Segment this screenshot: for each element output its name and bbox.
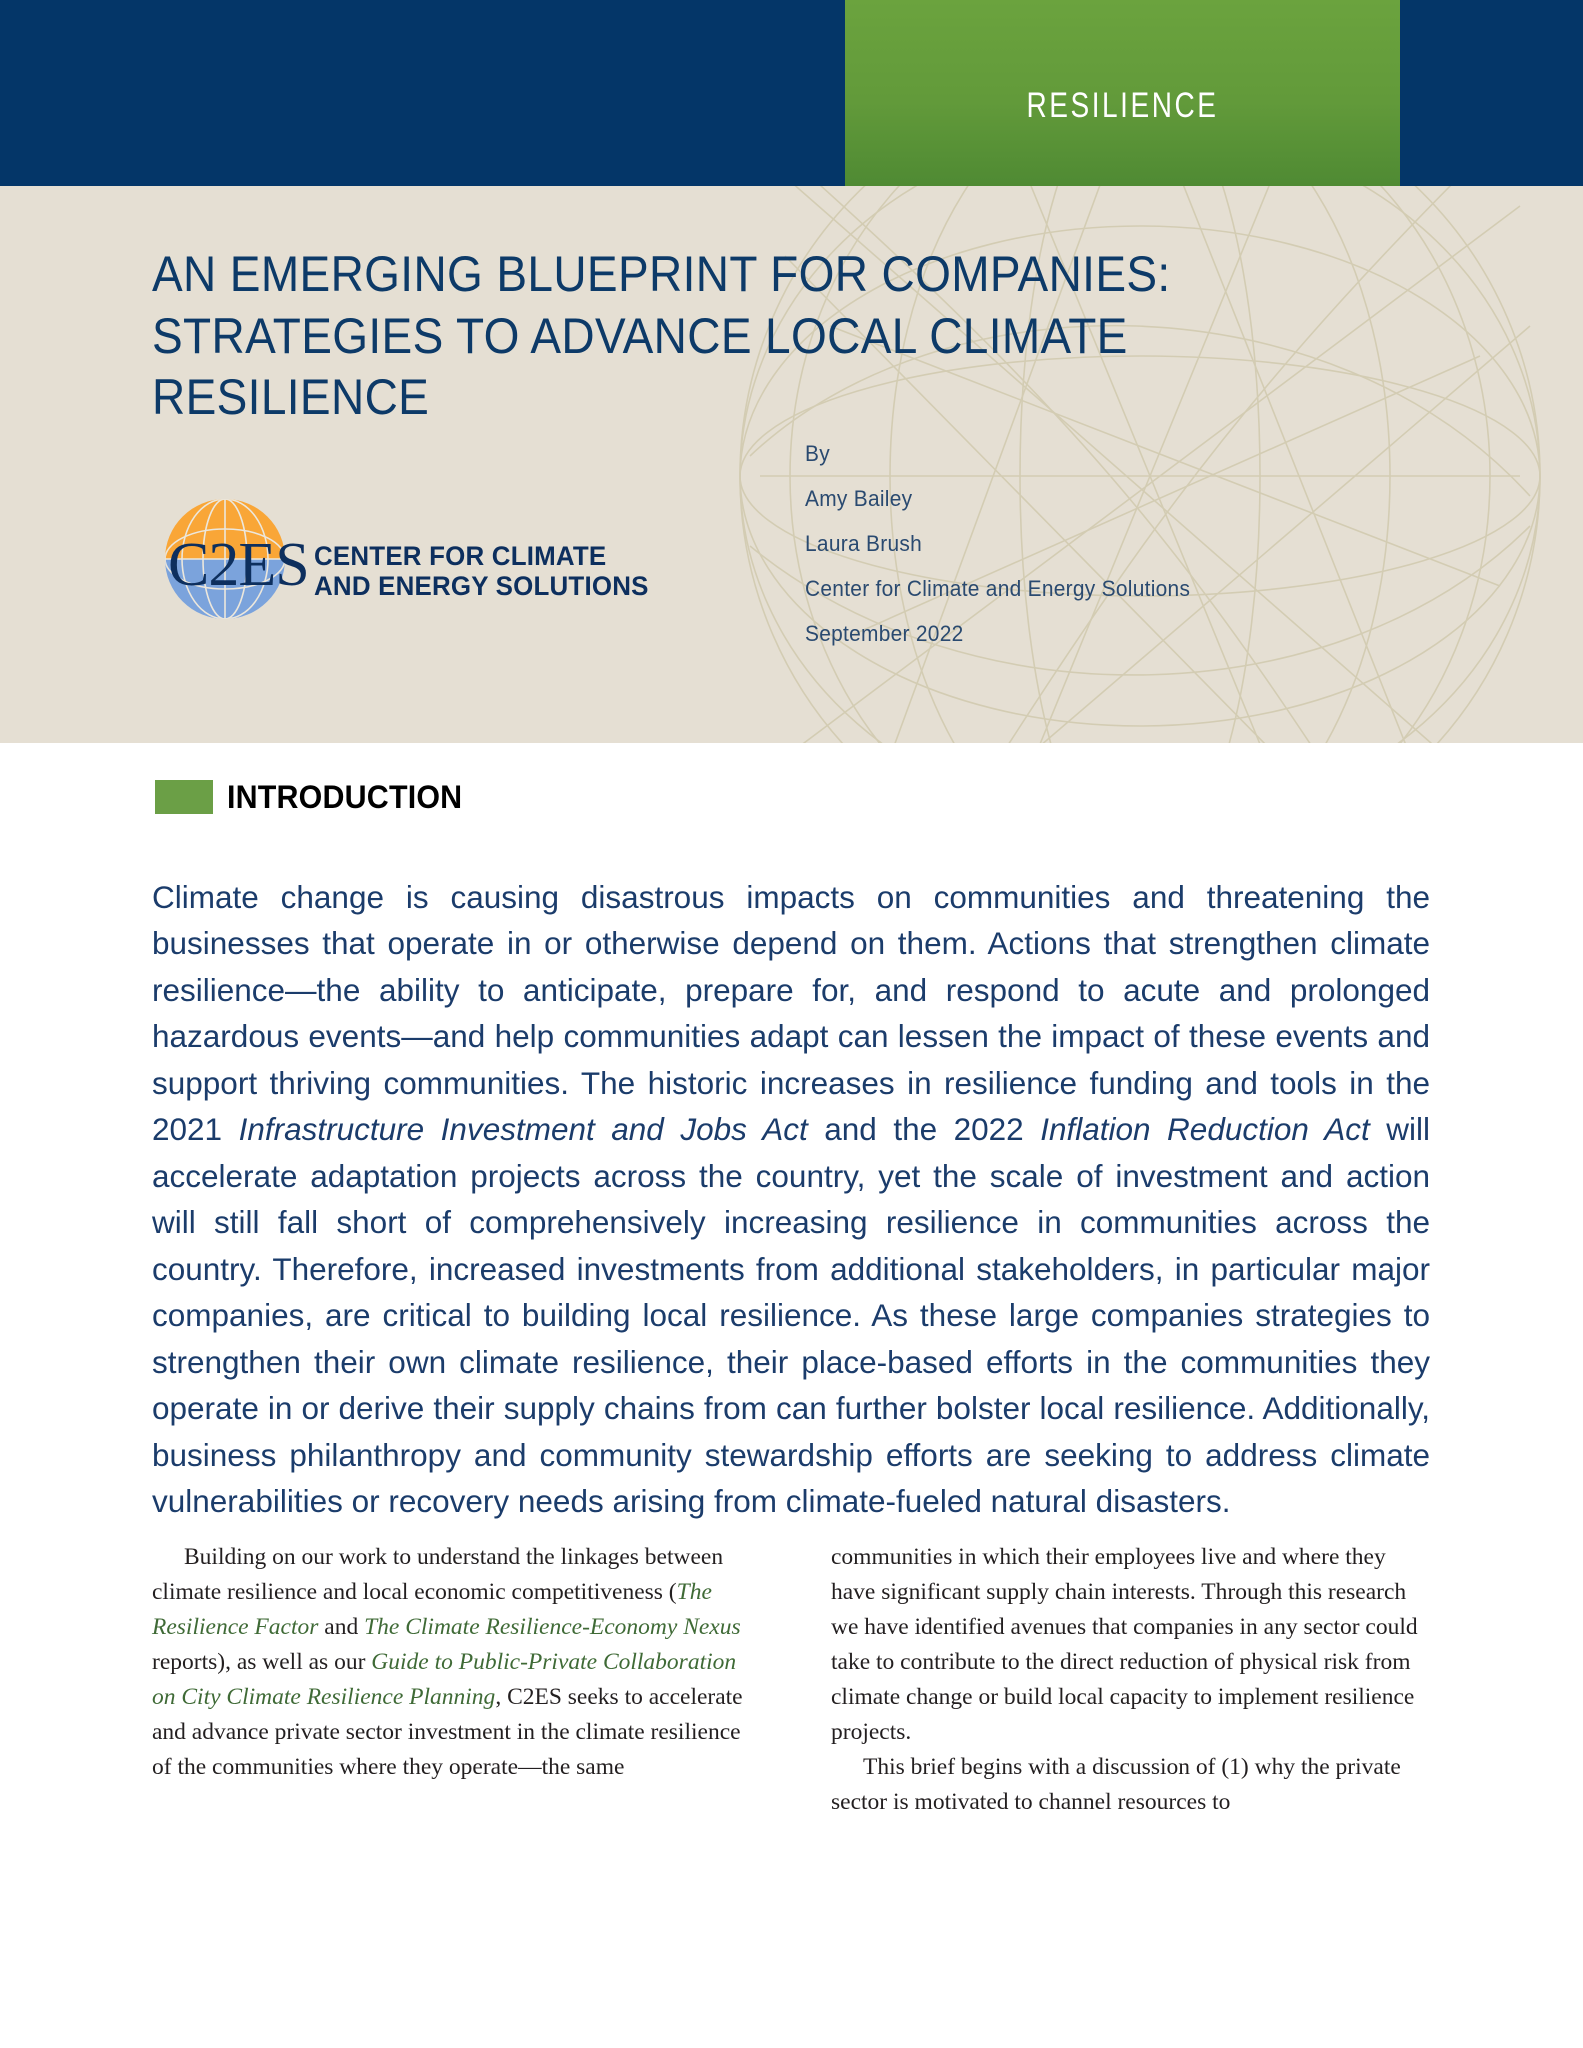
left-text-c: reports), as well as our bbox=[152, 1649, 372, 1675]
byline-by-label: By bbox=[805, 441, 830, 466]
byline-date: September 2022 bbox=[805, 621, 964, 646]
logo-wordmark: C2ES bbox=[168, 531, 309, 599]
two-column-body bbox=[152, 1540, 1432, 1820]
link-resilience-factor[interactable]: The Resilience Factor bbox=[152, 1579, 712, 1640]
byline-organization: Center for Climate and Energy Solutions bbox=[805, 576, 1191, 601]
intro-text-part-2: and the 2022 bbox=[807, 1111, 1041, 1147]
c2es-logo bbox=[152, 506, 672, 626]
logo-tagline bbox=[314, 541, 649, 601]
link-guide-public-private-collaboration[interactable]: Guide to Public-Private Collaboration on City Climate Resilience Planning bbox=[152, 1649, 737, 1710]
left-text-a: Building on our work to understand the linkages between climate resilience and local economic competitiveness ( bbox=[152, 1544, 724, 1605]
header-band bbox=[0, 0, 1583, 186]
left-column bbox=[152, 1540, 753, 1820]
byline-block bbox=[805, 431, 1425, 656]
byline-author-2: Laura Brush bbox=[805, 531, 922, 556]
intro-text-part-1: Climate change is causing disastrous impacts on communities and threatening the businesses that operate in or otherwise depend on them. Actions that strengthen climate resilience—the ability to anticipate, prepare for, and respond to acute and prolonged hazardous events—and help communities adapt can lessen the impact of these events and support thriving communities. The historic increases in resilience funding and tools in the 2021 bbox=[152, 878, 1430, 1147]
logo-tagline-line1: CENTER FOR CLIMATE bbox=[314, 541, 607, 571]
right-column-paragraph-2: This brief begins with a discussion of (1) why the private sector is motivated to channel resources to bbox=[831, 1754, 1401, 1815]
introduction-heading bbox=[155, 778, 475, 816]
intro-italic-act-2: Inflation Reduction Act bbox=[1040, 1111, 1370, 1147]
category-label: RESILIENCE bbox=[1026, 86, 1219, 125]
left-text-b: and bbox=[318, 1614, 365, 1640]
cover-panel bbox=[0, 186, 1583, 743]
left-column-paragraph bbox=[152, 1540, 753, 1785]
logo-tagline-line2: AND ENERGY SOLUTIONS bbox=[314, 571, 649, 602]
right-column-paragraph-1: communities in which their employees live and where they have significant supply chain interests. Through this research we have identified avenues that companies in any sector could take to contribute to the direct reduction of physical risk from climate change or build local capacity to implement resilience projects. bbox=[831, 1544, 1418, 1745]
link-climate-resilience-economy-nexus[interactable]: The Climate Resilience-Economy Nexus bbox=[364, 1614, 741, 1640]
byline-author-1: Amy Bailey bbox=[805, 486, 913, 511]
introduction-heading-label: INTRODUCTION bbox=[227, 778, 463, 815]
intro-italic-act-1: Infrastructure Investment and Jobs Act bbox=[238, 1111, 808, 1147]
right-column bbox=[831, 1540, 1432, 1820]
introduction-paragraph bbox=[152, 874, 1430, 1525]
page-title: AN EMERGING BLUEPRINT FOR COMPANIES: STRATEGIES TO ADVANCE LOCAL CLIMATE RESILIENCE bbox=[152, 246, 1171, 425]
left-text-d: , C2ES seeks to accelerate and advance private sector investment in the climate resilience of the communities where they operate—the same bbox=[152, 1684, 743, 1780]
green-square-icon bbox=[155, 780, 213, 814]
category-badge bbox=[845, 0, 1400, 186]
intro-text-part-3: will accelerate adaptation projects across the country, yet the scale of investment and action will still fall short of comprehensively increasing resilience in communities across the country. Therefore, increased investments from additional stakeholders, in particular major companies, are critical to building local resilience. As these large companies strategies to strengthen their own climate resilience, their place-based efforts in the communities they operate in or derive their supply chains from can further bolster local resilience. Additionally, business philanthropy and community stewardship efforts are seeking to address climate vulnerabilities or recovery needs arising from climate-fueled natural disasters. bbox=[152, 1111, 1431, 1519]
